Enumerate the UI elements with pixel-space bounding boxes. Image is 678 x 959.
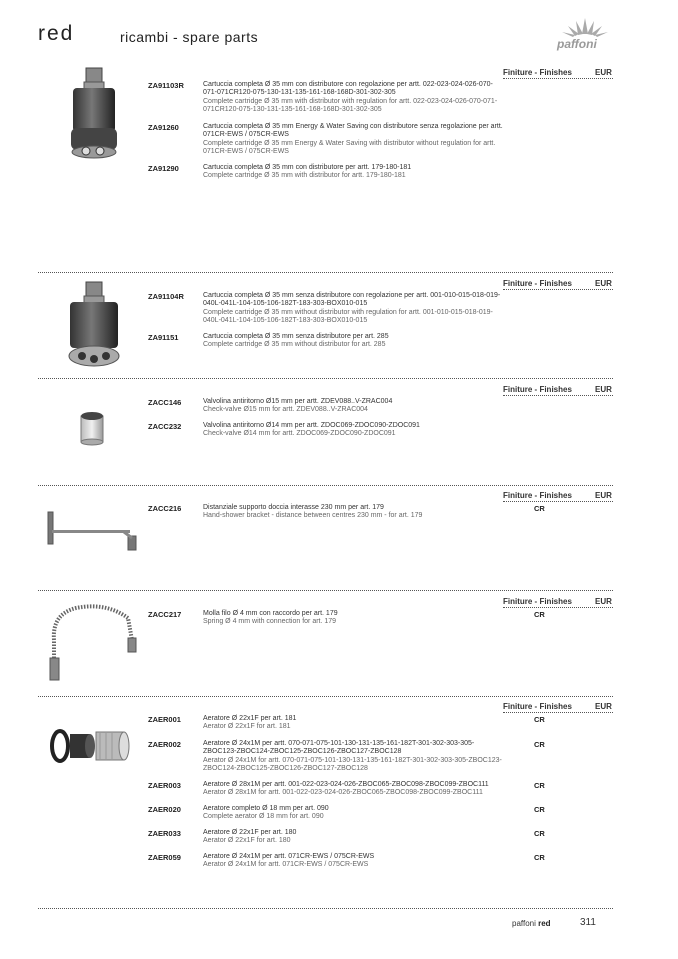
finish-code: CR [534, 853, 545, 862]
description-it: Aeratore Ø 22x1F per art. 180 [203, 829, 297, 836]
cartridge-without-distributor-image [64, 280, 124, 370]
description-it: Cartuccia completa Ø 35 mm con distributore con regolazione per artt. 022-023-024-026-070-071-071CR120-075-130-131-135-161-168-168D-301-302-305 [203, 81, 493, 97]
product-code: ZA91104R [148, 292, 184, 301]
currency-column-header: EUR [595, 68, 612, 77]
spring-image [46, 600, 138, 682]
description-it: Aeratore Ø 24x1M per artt. 071CR-EWS / 075CR-EWS [203, 853, 375, 860]
column-header-underline [503, 607, 613, 608]
description-en: Check-valve Ø14 mm for artt. ZDOC069-ZDOC090-ZDOC091 [203, 430, 396, 438]
footer-brand [512, 919, 551, 928]
currency-column-header: EUR [595, 597, 612, 606]
description-en: Check-valve Ø15 mm for artt. ZDEV088..V-ZRAC004 [203, 406, 368, 414]
description-it: Cartuccia completa Ø 35 mm senza distributore con regolazione per artt. 001-010-015-018-019-040L-041L-104-105-106-182T-183-303-BOX010-015 [203, 292, 501, 308]
description-it: Valvolina antiritorno Ø15 mm per artt. ZDEV088..V-ZRAC004 [203, 398, 393, 405]
column-header-underline [503, 289, 613, 290]
column-header-underline [503, 78, 613, 79]
hand-shower-bracket-image [44, 508, 140, 552]
column-header-underline [503, 712, 613, 713]
description-en: Hand-shower bracket - distance between centres 230 mm - for art. 179 [203, 512, 423, 520]
page-number: 311 [580, 917, 596, 928]
description-it: Aeratore Ø 24x1M per artt. 070-071-075-101-130-131-135-161-182T-301-302-303-305-ZBOC123-ZBOC124-ZBOC125-ZBOC126-ZBOC127-ZBOC128 [203, 740, 475, 756]
description-it: Aeratore Ø 28x1M per artt. 001-022-023-024-026-ZBOC065-ZBOC098-ZBOC099-ZBOC111 [203, 781, 489, 788]
description-it: Distanziale supporto doccia interasse 230 mm per art. 179 [203, 504, 384, 511]
finishes-column-header: Finiture - Finishes [503, 279, 572, 288]
section-divider [38, 590, 613, 591]
product-description [203, 333, 503, 350]
finish-code: CR [534, 829, 545, 838]
series-title: red [38, 22, 75, 45]
description-en: Aerator Ø 24x1M for artt. 071CR-EWS / 075CR-EWS [203, 861, 369, 869]
product-code: ZACC217 [148, 610, 182, 619]
finishes-column-header: Finiture - Finishes [503, 385, 572, 394]
product-description [203, 781, 503, 798]
product-code: ZA91103R [148, 81, 184, 90]
product-code: ZACC146 [148, 398, 182, 407]
description-en: Aerator Ø 22x1F for art. 180 [203, 837, 291, 845]
product-description [203, 715, 503, 732]
currency-column-header: EUR [595, 279, 612, 288]
product-description [203, 422, 503, 439]
brand-logo-text: paffoni [557, 37, 597, 51]
product-code: ZA91151 [148, 333, 179, 342]
currency-column-header: EUR [595, 702, 612, 711]
product-description [203, 292, 503, 326]
product-code: ZA91290 [148, 164, 179, 173]
finishes-column-header: Finiture - Finishes [503, 68, 572, 77]
page-subtitle: ricambi - spare parts [120, 29, 259, 45]
finish-code: CR [534, 740, 545, 749]
currency-column-header: EUR [595, 491, 612, 500]
footer-series: red [538, 919, 551, 928]
description-en: Complete aerator Ø 18 mm for art. 090 [203, 813, 324, 821]
description-it: Cartuccia completa Ø 35 mm con distributore per artt. 179-180-181 [203, 164, 412, 171]
product-description [203, 123, 503, 157]
finishes-column-header: Finiture - Finishes [503, 702, 572, 711]
product-description [203, 805, 503, 822]
product-description [203, 829, 503, 846]
product-code: ZAER003 [148, 781, 181, 790]
finishes-column-header: Finiture - Finishes [503, 597, 572, 606]
description-it: Aeratore Ø 22x1F per art. 181 [203, 715, 297, 722]
product-description [203, 504, 503, 521]
description-it: Molla filo Ø 4 mm con raccordo per art. 179 [203, 610, 338, 617]
currency-column-header: EUR [595, 385, 612, 394]
product-code: ZACC216 [148, 504, 182, 513]
description-en: Complete cartridge Ø 35 mm without distributor for art. 285 [203, 341, 386, 349]
product-code: ZAER033 [148, 829, 181, 838]
product-code: ZACC232 [148, 422, 182, 431]
section-divider [38, 378, 613, 379]
finishes-column-header: Finiture - Finishes [503, 491, 572, 500]
product-code: ZAER020 [148, 805, 181, 814]
product-code: ZAER001 [148, 715, 181, 724]
description-en: Aerator Ø 28x1M for artt. 001-022-023-024-026-ZBOC065-ZBOC098-ZBOC099-ZBOC111 [203, 789, 483, 797]
section-divider [38, 272, 613, 273]
description-it: Cartuccia completa Ø 35 mm senza distributore per art. 285 [203, 333, 389, 340]
description-en: Complete cartridge Ø 35 mm with distributor with regulation for artt. 022-023-024-026-070-071-071CR120-075-130-131-135-161-168-168D-301-302-305 [203, 97, 498, 114]
description-en: Aerator Ø 22x1F for art. 181 [203, 723, 291, 731]
product-code: ZA91260 [148, 123, 179, 132]
column-header-underline [503, 395, 613, 396]
description-it: Aeratore completo Ø 18 mm per art. 090 [203, 805, 329, 812]
product-description [203, 853, 503, 870]
product-code: ZAER059 [148, 853, 181, 862]
description-it: Cartuccia completa Ø 35 mm Energy & Water Saving con distributore senza regolazione per artt. 071CR-EWS / 075CR-EWS [203, 123, 503, 139]
column-header-underline [503, 501, 613, 502]
product-description [203, 81, 503, 115]
description-en: Aerator Ø 24x1M for artt. 070-071-075-101-130-131-135-161-182T-301-302-303-305-ZBOC123-ZBOC124-ZBOC125-ZBOC126-ZBOC127-ZBOC128 [203, 756, 502, 773]
finish-code: CR [534, 781, 545, 790]
finish-code: CR [534, 805, 545, 814]
finish-code: CR [534, 504, 545, 513]
footer-brand-name: paffoni [512, 919, 536, 928]
description-en: Complete cartridge Ø 35 mm with distributor for artt. 179-180-181 [203, 172, 406, 180]
aerator-parts-image [50, 726, 132, 766]
product-description [203, 164, 503, 181]
section-divider [38, 908, 613, 909]
cartridge-with-distributor-image [64, 66, 124, 160]
section-divider [38, 485, 613, 486]
description-it: Valvolina antiritorno Ø14 mm per artt. ZDOC069-ZDOC090-ZDOC091 [203, 422, 420, 429]
section-divider [38, 696, 613, 697]
finish-code: CR [534, 610, 545, 619]
product-description [203, 740, 503, 774]
product-description [203, 610, 503, 627]
description-en: Complete cartridge Ø 35 mm Energy & Water Saving with distributor without regulation for artt. 071CR-EWS / 075CR-EWS [203, 139, 496, 156]
product-description [203, 398, 503, 415]
product-code: ZAER002 [148, 740, 181, 749]
description-en: Spring Ø 4 mm with connection for art. 179 [203, 618, 337, 626]
check-valve-image [78, 410, 106, 446]
finish-code: CR [534, 715, 545, 724]
description-en: Complete cartridge Ø 35 mm without distributor with regulation for artt. 001-010-015-018-019-040L-041L-104-105-106-182T-183-303-BOX010-015 [203, 308, 493, 325]
